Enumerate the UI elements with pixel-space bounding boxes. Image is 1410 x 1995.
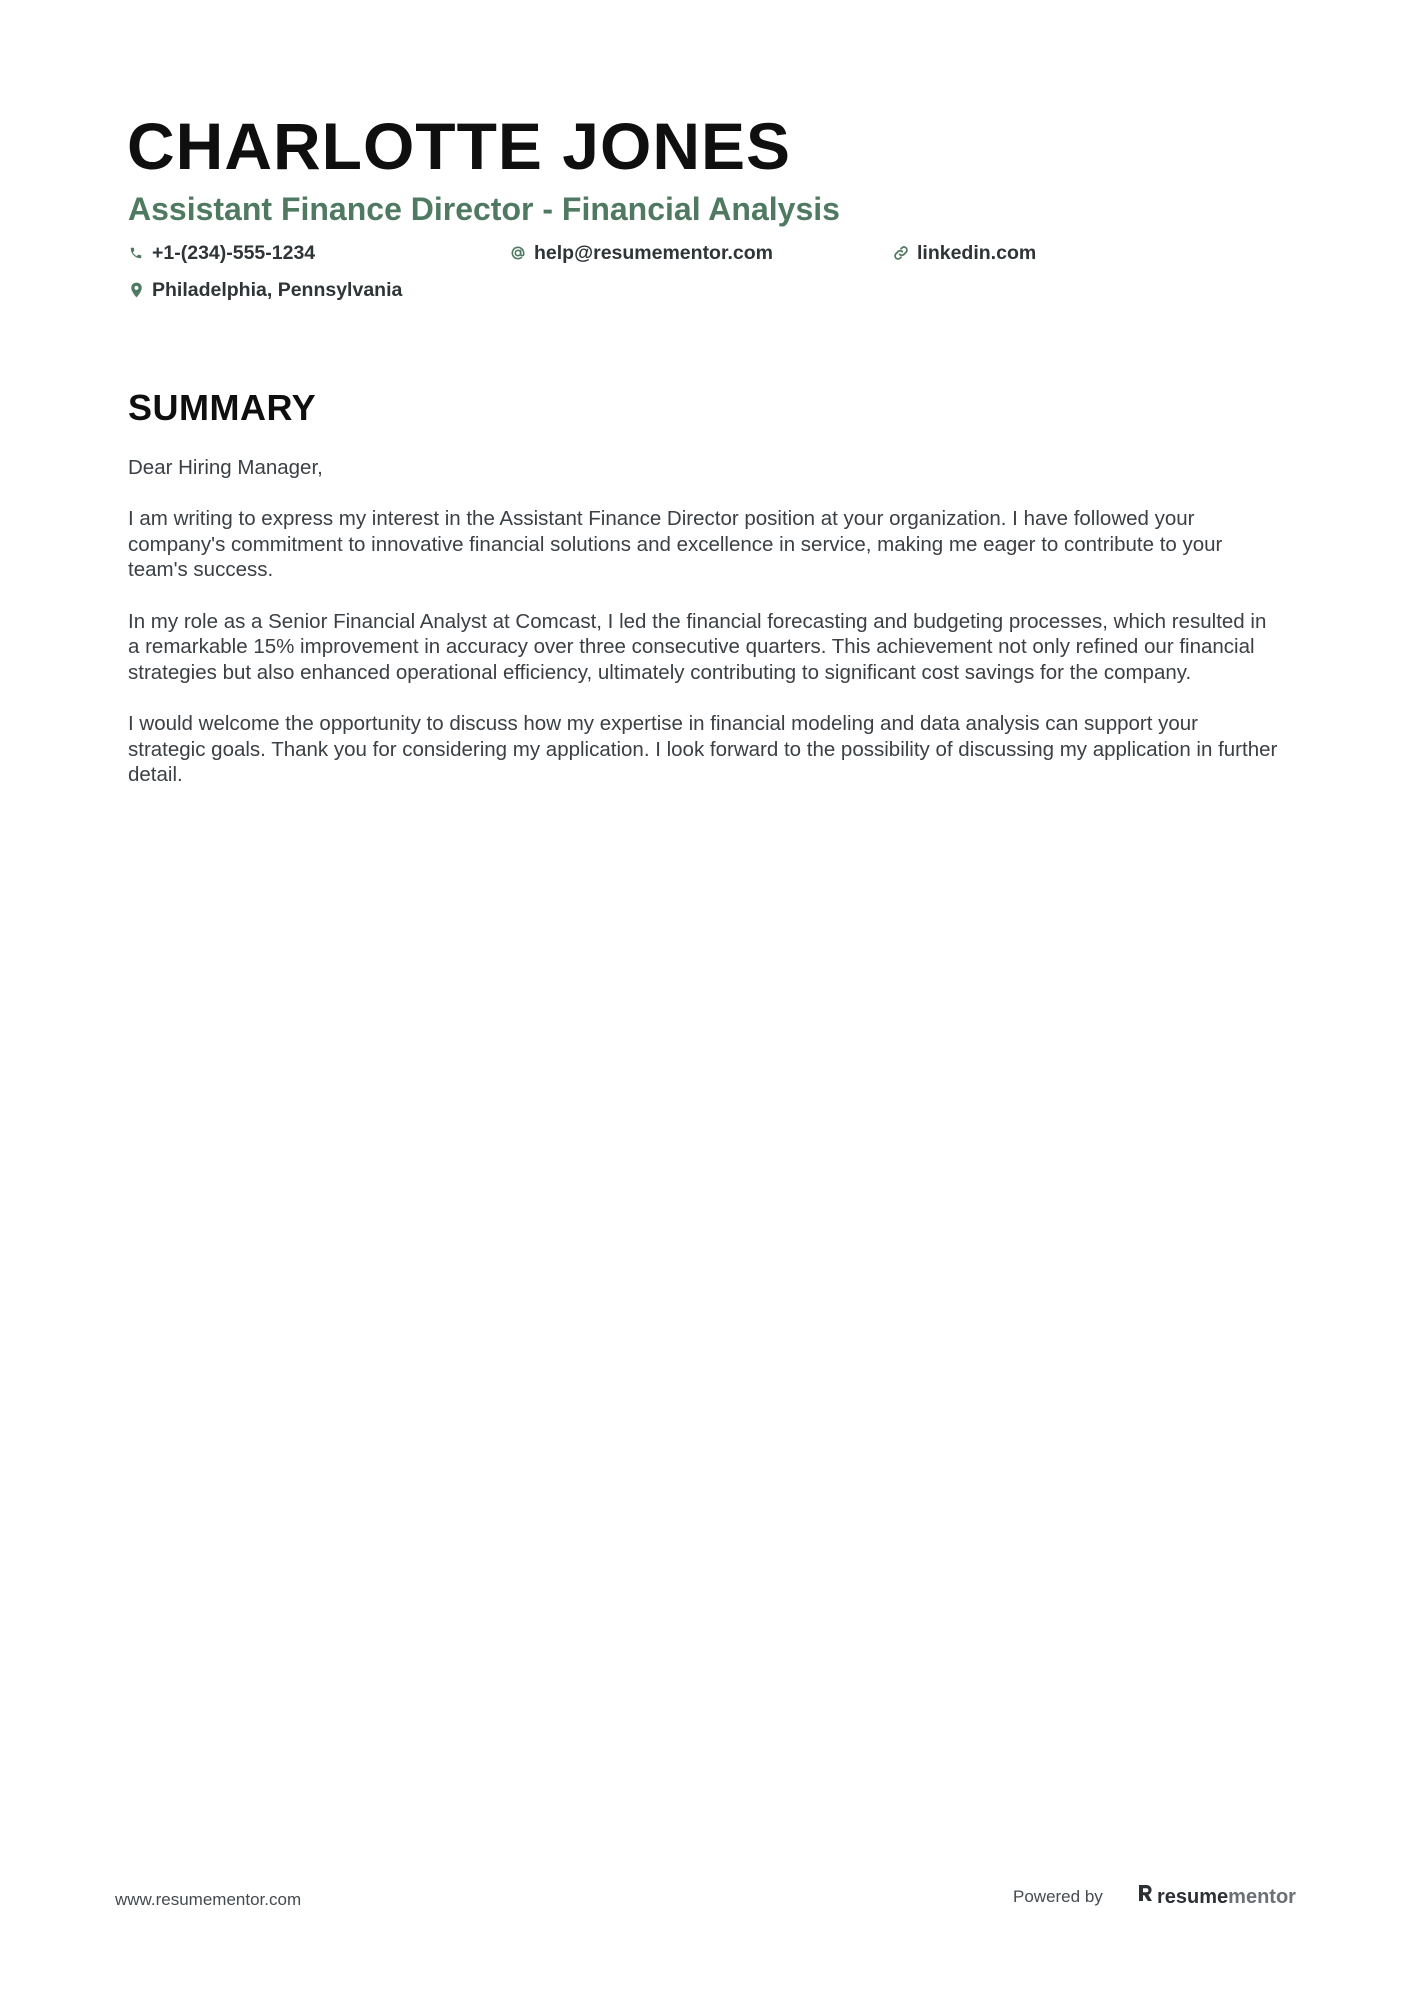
summary-paragraph: In my role as a Senior Financial Analyst at Comcast, I led the financial forecasting and budgeting processes, which resulted in a remarkable 15% improvement in accuracy over three consecutive quarters. This achievement not only refined our financial strategies but also enhanced operational efficiency, ultimately contributing to significant cost savings for the company. xyxy=(128,609,1267,684)
contact-location xyxy=(128,277,402,303)
logo-text-mentor: mentor xyxy=(1228,1885,1296,1908)
contact-link[interactable] xyxy=(893,240,1036,266)
phone-text: +1-(234)-555-1234 xyxy=(152,242,316,264)
summary-paragraph: Dear Hiring Manager, xyxy=(128,456,323,479)
resumementor-logo[interactable] xyxy=(1137,1883,1296,1910)
logo-mark-icon xyxy=(1137,1883,1153,1910)
logo-text-resume: resume xyxy=(1157,1885,1229,1908)
link-text[interactable]: linkedin.com xyxy=(917,242,1037,264)
summary-paragraph: I am writing to express my interest in the Assistant Finance Director position at your organization. I have followed your company's commitment to innovative financial solutions and excellence in service, making me eager to contribute to your team's success. xyxy=(128,507,1223,582)
map-pin-icon xyxy=(128,282,144,298)
at-icon xyxy=(510,245,526,261)
email-text[interactable]: help@resumementor.com xyxy=(534,242,773,264)
summary-paragraph: I would welcome the opportunity to discuss how my expertise in financial modeling and data analysis can support your strategic goals. Thank you for considering my application. I look forward to the possibility of discussing my application in further detail. xyxy=(128,711,1278,787)
candidate-name: CHARLOTTE JONES xyxy=(127,109,792,183)
candidate-role: Assistant Finance Director - Financial Analysis xyxy=(128,191,840,227)
footer-url[interactable]: www.resumementor.com xyxy=(115,1890,302,1909)
summary-heading: SUMMARY xyxy=(128,387,317,428)
location-text: Philadelphia, Pennsylvania xyxy=(152,279,403,301)
powered-by-label: Powered by xyxy=(1013,1887,1103,1906)
contact-phone xyxy=(128,240,315,266)
summary-body xyxy=(128,455,1280,813)
phone-icon xyxy=(128,245,144,261)
link-icon xyxy=(893,245,909,261)
contact-email[interactable] xyxy=(510,240,773,266)
